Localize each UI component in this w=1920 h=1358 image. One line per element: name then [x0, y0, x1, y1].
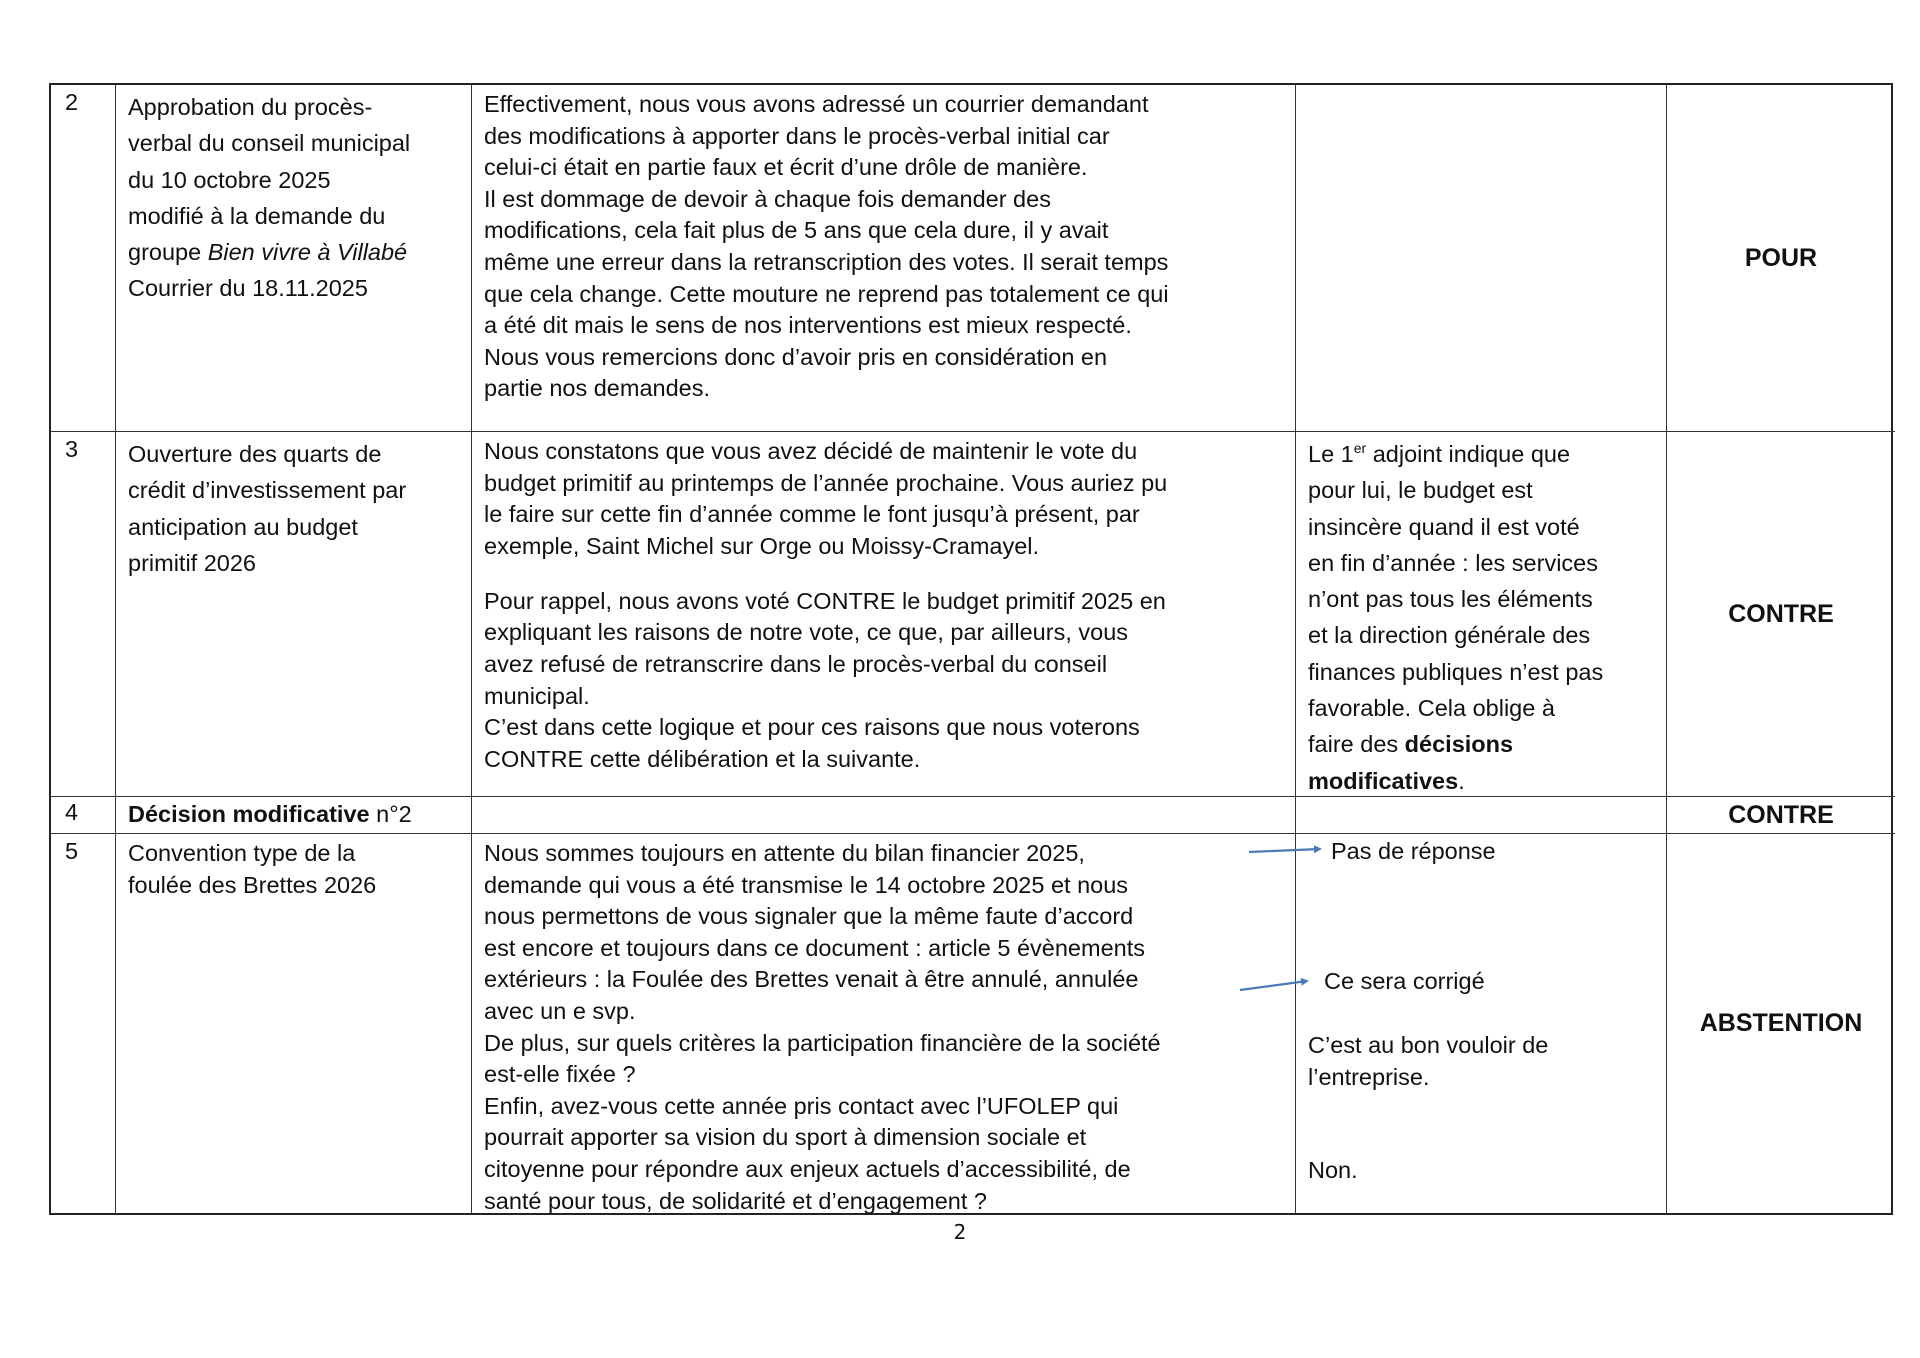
text-line: Pour rappel, nous avons voté CONTRE le budget primitif 2025 en: [484, 587, 1166, 614]
row-vote: CONTRE: [1667, 797, 1895, 834]
text-line: [128, 270, 461, 306]
text-segment: n°2: [369, 801, 412, 827]
text-line: pourrait apporter sa vision du sport à dimension sociale et: [484, 1124, 1087, 1151]
text-segment: modifié à la demande du: [128, 202, 386, 229]
text-line: [128, 509, 461, 545]
text-line: [128, 234, 461, 270]
row-vote: POUR: [1667, 85, 1895, 432]
row-response: [1296, 834, 1667, 1213]
row-subject: [116, 834, 472, 1213]
row-subject: [116, 432, 472, 797]
text-line: De plus, sur quels critères la participation financière de la société: [484, 1029, 1161, 1056]
reply-company-discretion-cont: l’entreprise.: [1308, 1064, 1430, 1090]
text-segment: primitif 2026: [128, 549, 256, 576]
text-segment: favorable. Cela oblige à: [1308, 695, 1555, 722]
text-line: [128, 545, 461, 581]
text-line: Nous vous remercions donc d’avoir pris en considération en: [484, 343, 1108, 370]
page-number: 2: [953, 1220, 967, 1244]
text-line: [1308, 545, 1656, 581]
text-line: [1308, 472, 1656, 508]
text-line: est encore et toujours dans ce document : article 5 évènements: [484, 934, 1145, 961]
reply-will-be-corrected: Ce sera corrigé: [1324, 968, 1485, 994]
text-segment: Convention type de la: [128, 840, 356, 866]
text-segment: Ouverture des quarts de: [128, 441, 382, 467]
text-line: [128, 125, 461, 161]
text-segment: Approbation du procès-: [128, 94, 373, 120]
text-line: municipal.: [484, 682, 590, 709]
text-line: [128, 89, 461, 125]
text-line: [1308, 581, 1656, 617]
text-segment: Courrier du 18.11.2025: [128, 275, 368, 302]
deliberations-table: [49, 83, 1893, 1215]
text-line: [484, 562, 1285, 586]
text-line: [1308, 763, 1656, 799]
text-line: Nous sommes toujours en attente du bilan financier 2025,: [484, 840, 1085, 866]
text-line: exemple, Saint Michel sur Orge ou Moissy-Cramayel.: [484, 532, 1040, 559]
text-line: [1308, 690, 1656, 726]
text-segment: n’ont pas tous les éléments: [1308, 586, 1593, 613]
row-subject: [116, 797, 472, 834]
text-line: [128, 198, 461, 234]
text-line: partie nos demandes.: [484, 375, 711, 402]
text-line: avec un e svp.: [484, 997, 636, 1024]
text-line: Effectivement, nous vous avons adressé un courrier demandant: [484, 91, 1149, 117]
row-intervention: [472, 85, 1296, 432]
text-segment: du 10 octobre 2025: [128, 166, 331, 193]
reply-no: Non.: [1308, 1157, 1358, 1183]
text-line: [128, 436, 461, 472]
text-line: des modifications à apporter dans le procès-verbal initial car: [484, 122, 1110, 149]
row-vote: CONTRE: [1667, 432, 1895, 797]
text-segment: finances publiques n’est pas: [1308, 658, 1604, 685]
row-vote: ABSTENTION: [1699, 1009, 1863, 1037]
text-line: [1308, 617, 1656, 653]
text-line: [1308, 726, 1656, 762]
text-segment: Décision modificative: [128, 801, 370, 827]
text-segment: crédit d’investissement par: [128, 477, 407, 504]
row-number: 2: [51, 85, 116, 432]
row-response: [1296, 432, 1667, 797]
row-response: [1296, 797, 1667, 834]
text-segment: modificatives: [1308, 767, 1459, 794]
text-segment: faire des: [1308, 731, 1405, 758]
row-intervention: [472, 432, 1296, 797]
text-line: extérieurs : la Foulée des Brettes venait à être annulé, annulée: [484, 966, 1139, 993]
text-segment: insincère quand il est voté: [1308, 513, 1580, 540]
text-line: est-elle fixée ?: [484, 1061, 636, 1088]
text-line: CONTRE cette délibération et la suivante.: [484, 745, 921, 772]
text-line: Il est dommage de devoir à chaque fois demander des: [484, 185, 1051, 212]
text-line: C’est dans cette logique et pour ces raisons que nous voterons: [484, 714, 1140, 741]
text-segment: verbal du conseil municipal: [128, 130, 411, 157]
row-intervention: [472, 797, 1296, 834]
text-segment: Bien vivre à Villabé: [207, 239, 408, 266]
text-segment: Le 1: [1308, 441, 1354, 467]
text-segment: en fin d’année : les services: [1308, 549, 1598, 576]
text-line: demande qui vous a été transmise le 14 octobre 2025 et nous: [484, 871, 1129, 898]
text-line: [128, 838, 461, 870]
text-line: [128, 797, 461, 831]
text-line: budget primitif au printemps de l’année prochaine. Vous auriez pu: [484, 469, 1168, 496]
text-segment: foulée des Brettes 2026: [128, 871, 377, 898]
text-line: a été dit mais le sens de nos interventions est mieux respecté.: [484, 312, 1132, 339]
text-segment: groupe: [128, 239, 208, 266]
row-intervention: [472, 834, 1296, 1213]
text-line: santé pour tous, de solidarité et d’engagement ?: [484, 1187, 987, 1214]
text-line: [1308, 436, 1656, 472]
text-line: expliquant les raisons de notre vote, ce que, par ailleurs, vous: [484, 619, 1129, 646]
reply-no-answer: Pas de réponse: [1331, 838, 1496, 864]
row-number: 3: [51, 432, 116, 797]
text-line: celui-ci était en partie faux et écrit d’une drôle de manière.: [484, 154, 1088, 181]
text-segment: .: [1458, 767, 1465, 794]
text-segment: er: [1353, 440, 1367, 456]
text-line: [128, 162, 461, 198]
text-segment: et la direction générale des: [1308, 622, 1591, 649]
text-line: modifications, cela fait plus de 5 ans que cela dure, il y avait: [484, 217, 1109, 244]
text-line: [1308, 654, 1656, 690]
row-subject: [116, 85, 472, 432]
row-number: 4: [51, 797, 116, 834]
row-number: 5: [51, 834, 116, 1213]
text-segment: pour lui, le budget est: [1308, 477, 1533, 504]
text-line: [128, 472, 461, 508]
text-line: Nous constatons que vous avez décidé de maintenir le vote du: [484, 438, 1138, 464]
text-segment: décisions: [1404, 731, 1514, 758]
reply-company-discretion: C’est au bon vouloir de: [1308, 1032, 1549, 1058]
text-line: le faire sur cette fin d’année comme le font jusqu’à présent, par: [484, 501, 1140, 528]
text-line: citoyenne pour répondre aux enjeux actuels d’accessibilité, de: [484, 1155, 1131, 1182]
text-line: que cela change. Cette mouture ne reprend pas totalement ce qui: [484, 280, 1169, 307]
text-line: avez refusé de retranscrire dans le procès-verbal du conseil: [484, 651, 1108, 678]
row-response: [1296, 85, 1667, 432]
text-line: nous permettons de vous signaler que la même faute d’accord: [484, 903, 1134, 930]
text-segment: adjoint indique que: [1366, 441, 1571, 467]
text-line: [128, 870, 461, 902]
text-line: même une erreur dans la retranscription des votes. Il serait temps: [484, 248, 1169, 275]
text-segment: anticipation au budget: [128, 513, 358, 540]
text-line: Enfin, avez-vous cette année pris contact avec l’UFOLEP qui: [484, 1092, 1119, 1119]
text-line: [1308, 509, 1656, 545]
